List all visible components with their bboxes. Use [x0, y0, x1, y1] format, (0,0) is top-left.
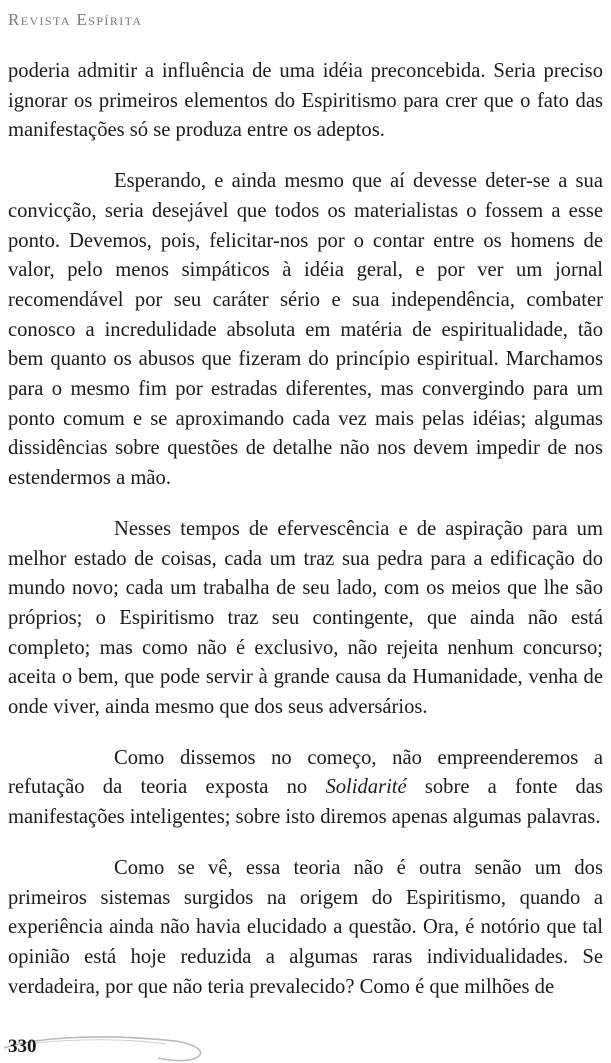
running-header: Revista Espírita [8, 10, 143, 29]
paragraph-4 [8, 744, 603, 833]
paragraph-5: Como se vê, essa teoria não é outra senão um dos primeiros sistemas surgidos na origem do Espiritismo, quando a experiência ainda não havia elucidado a questão. Ora, é notório que tal opinião está hoje reduzida a algumas raras individualidades. Se verdadeira, por que não teria prevalecido? Como é que milhões de [8, 856, 603, 998]
paragraph-4-start: Como dissemos no começo, não empreenderemos a refutação da teoria exposta no [8, 746, 603, 799]
paragraph-4-end: sobre a fonte das manifestações inteligentes; sobre isto diremos apenas algumas palavras. [8, 776, 604, 829]
flourish-inner-curve [36, 1040, 166, 1044]
page-number: 330 [8, 1036, 37, 1057]
journal-title-italic: Solidarité [325, 776, 407, 799]
paragraph-2: Esperando, e ainda mesmo que aí devesse deter-se a sua convicção, seria desejável que todos os materialistas o fossem a esse ponto. Devemos, pois, felicitar-nos por o contar entre os homens de valor, pelo menos simpáticos à idéia geral, e por ver um jornal recomendável por seu caráter sério e sua independência, combater conosco a incredulidade absoluta em matéria de espiritualidade, tão bem quanto os abusos que fizeram do princípio espiritual. Marchamos para o mesmo fim por estradas diferentes, mas convergindo para um ponto comum e se aproximando cada vez mais pelas idéias; algumas dissidências sobre questões de detalhe não nos devem impedir de nos estendermos a mão. [8, 170, 603, 490]
body-text [8, 57, 603, 1023]
paragraph-1: poderia admitir a influência de uma idéia preconcebida. Seria preciso ignorar os primeiros elementos do Espiritismo para crer que o fato das manifestações só se produza entre os adeptos. [8, 60, 603, 142]
paragraph-3: Nesses tempos de efervescência e de aspiração para um melhor estado de coisas, cada um traz sua pedra para a edificação do mundo novo; cada um trabalha de seu lado, com os meios que lhe são próprios; o Espiritismo traz seu contingente, que ainda não está completo; mas como não é exclusivo, não rejeita nenhum concurso; aceita o bem, que pode servir à grande causa da Humanidade, venha de onde viver, ainda mesmo que dos seus adversários. [8, 517, 603, 719]
